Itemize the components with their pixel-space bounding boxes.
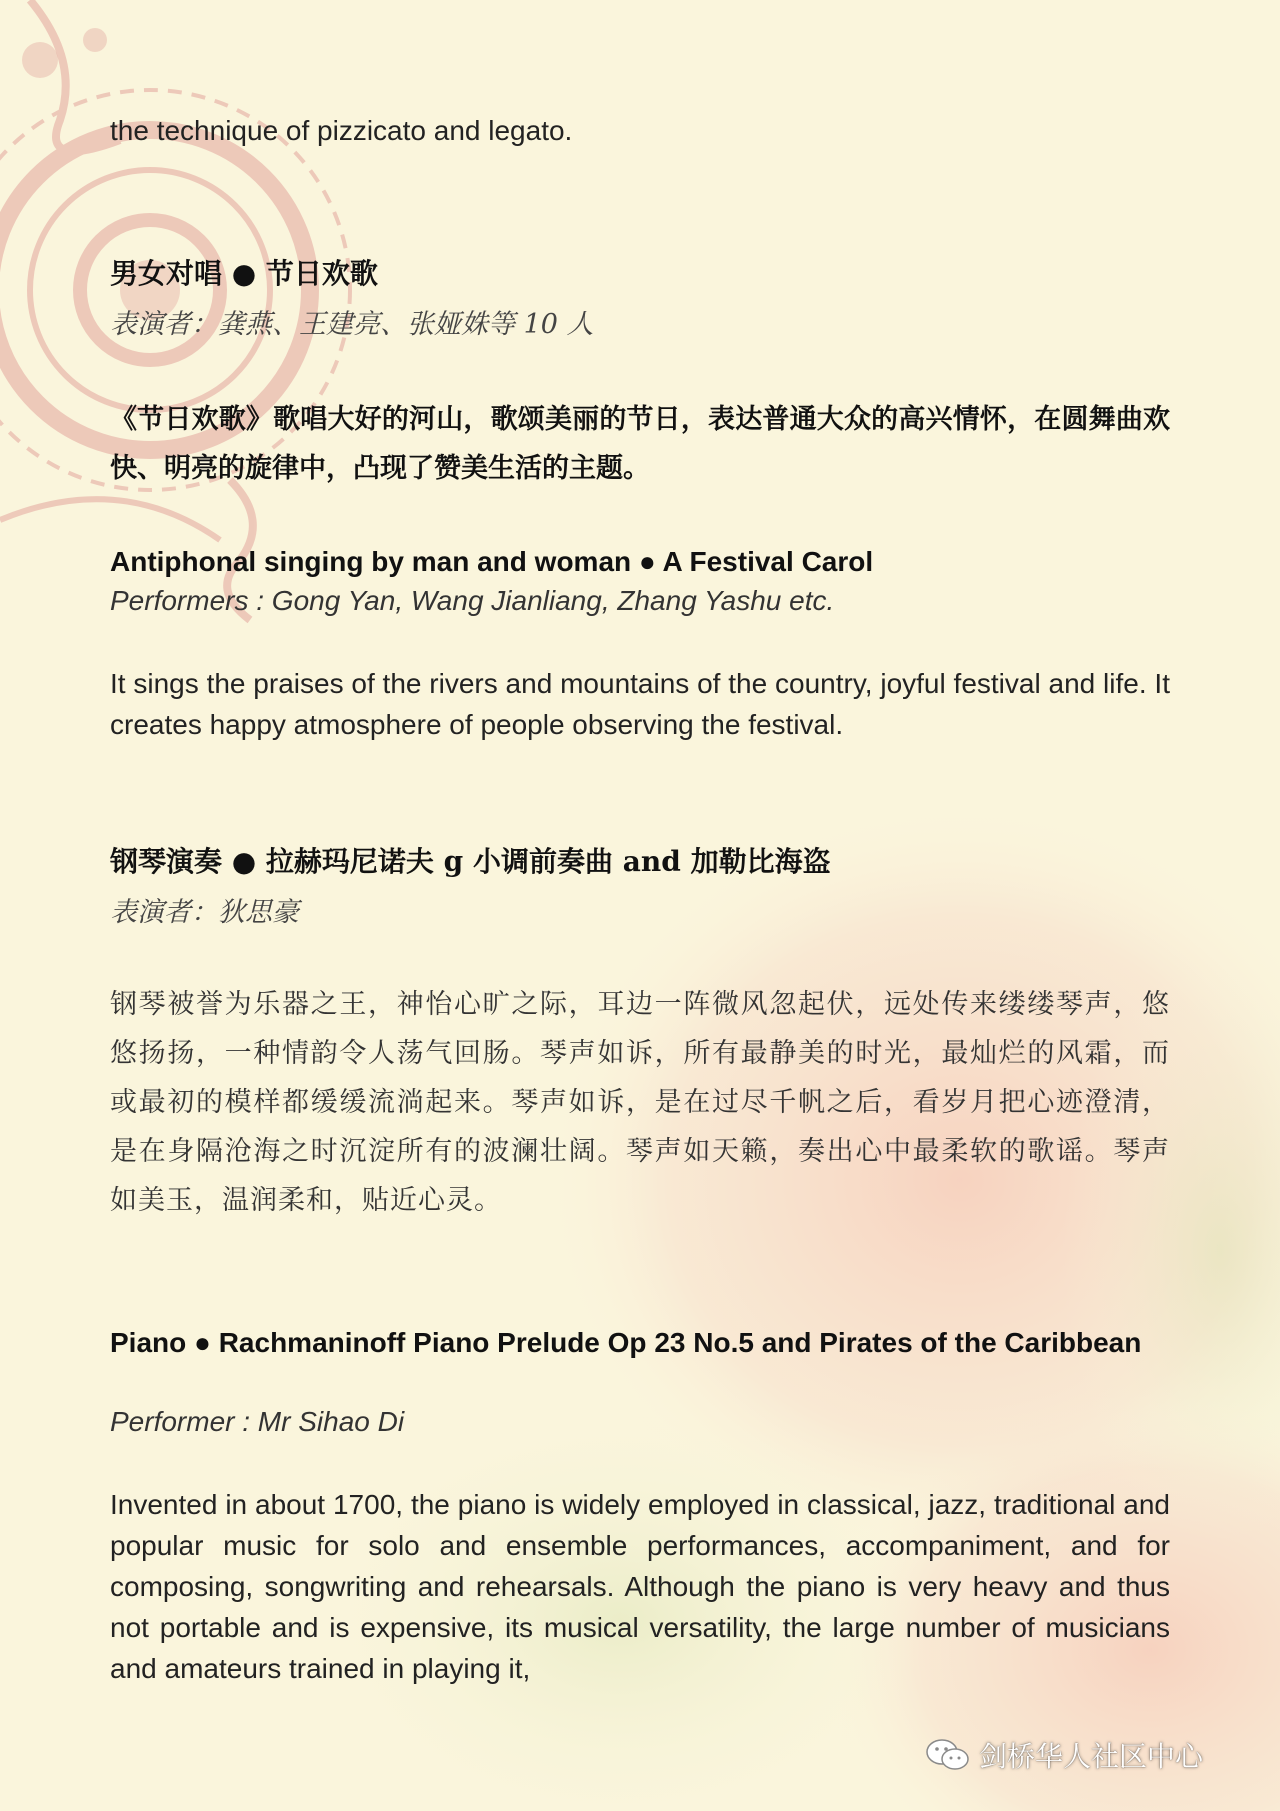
section2-en-performers: Performer : Mr Sihao Di — [110, 1406, 405, 1437]
watermark-text: 剑桥华人社区中心 — [979, 1740, 1204, 1773]
wechat-icon — [925, 1737, 971, 1773]
section1-en-title: Antiphonal singing by man and woman ● A Festival Carol — [110, 546, 874, 577]
section2-en-description: Invented in about 1700, the piano is widely employed in classical, jazz, traditional and popular music for solo and ensemble performances, accompaniment, and for composing, songwriting and rehearsals. Although the piano is very heavy and thus not portable and is expensive, its musical versatility, the large number of musicians and amateurs trained in playing it, — [110, 1489, 1170, 1684]
section2-cn-performers: 表演者：狄思豪 — [110, 897, 299, 928]
watermark — [925, 1735, 1203, 1775]
section1-cn-title: 男女对唱 ● 节日欢歌 — [110, 257, 378, 290]
section2-cn-description: 钢琴被誉为乐器之王，神怡心旷之际，耳边一阵微风忽起伏，远处传来缕缕琴声，悠悠扬扬，一种情韵令人荡气回肠。琴声如诉，所有最静美的时光，最灿烂的风霜，而或最初的模样都缓缓流淌起来。琴声如诉，是在过尽千帆之后，看岁月把心迹澄清，是在身隔沧海之时沉淀所有的波澜壮阔。琴声如天籁，奏出心中最柔软的歌谣。琴声如美玉，温润柔和，贴近心灵。 — [110, 989, 1170, 1216]
intro-line: the technique of pizzicato and legato. — [110, 115, 573, 146]
section1-en-description: It sings the praises of the rivers and mountains of the country, joyful festival and life. It creates happy atmosphere of people observing the festival. — [110, 668, 1170, 740]
section1-en-performers: Performers : Gong Yan, Wang Jianliang, Zhang Yashu etc. — [110, 585, 835, 616]
section1-cn-description: 《节日欢歌》歌唱大好的河山，歌颂美丽的节日，表达普通大众的高兴情怀，在圆舞曲欢快、明亮的旋律中，凸现了赞美生活的主题。 — [110, 404, 1170, 484]
section1-cn-performers: 表演者：龚燕、王建亮、张娅姝等 10 人 — [110, 309, 594, 340]
section2-cn-title: 钢琴演奏 ● 拉赫玛尼诺夫 g 小调前奏曲 and 加勒比海盗 — [110, 845, 831, 878]
section2-en-title: Piano ● Rachmaninoff Piano Prelude Op 23 No.5 and Pirates of the Caribbean — [110, 1327, 1142, 1358]
